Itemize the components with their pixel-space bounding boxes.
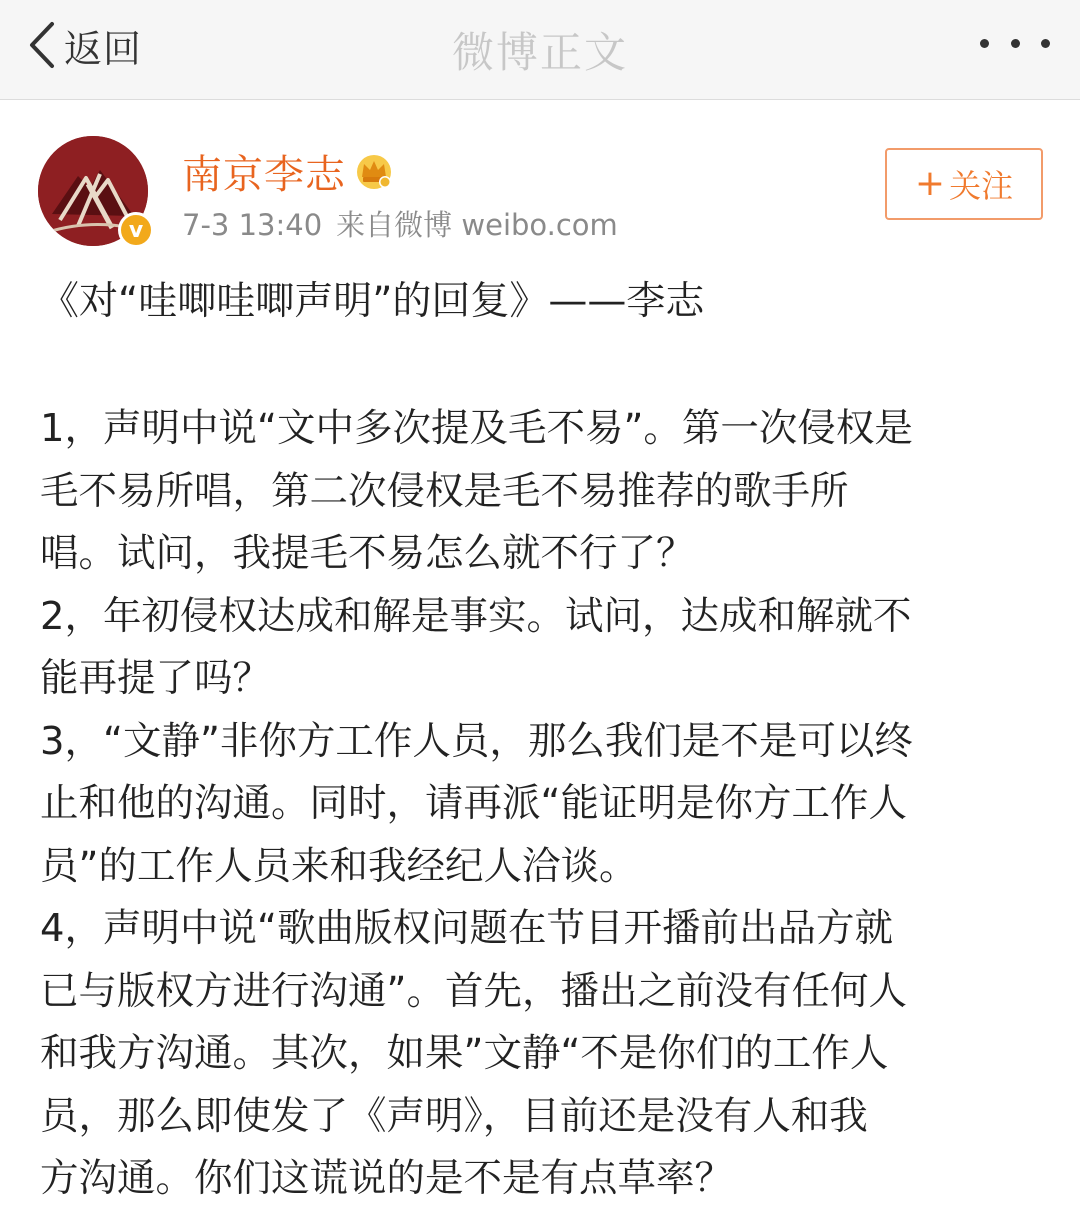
dot bbox=[1011, 39, 1020, 48]
crown-icon[interactable] bbox=[354, 151, 394, 191]
back-label: 返回 bbox=[64, 26, 143, 71]
post-line: 员”的工作人员来和我经纪人洽谈。 bbox=[40, 843, 638, 889]
post-line: 3，“文静”非你方工作人员，那么我们是不是可以终 bbox=[40, 718, 913, 764]
follow-label: 关注 bbox=[949, 167, 1014, 205]
follow-button[interactable] bbox=[885, 148, 1043, 220]
post-line: 方沟通。你们这谎说的是不是有点草率？ bbox=[40, 1156, 734, 1201]
post-source: 来自微博 weibo.com bbox=[336, 208, 618, 242]
post-line: 止和他的沟通。同时，请再派“能证明是你方工作人 bbox=[40, 781, 907, 826]
author-row bbox=[182, 146, 394, 196]
page-title: 微博正文 bbox=[451, 28, 628, 77]
dot bbox=[1041, 39, 1050, 48]
author-name[interactable]: 南京李志 bbox=[182, 151, 346, 198]
post-line: 4，声明中说“歌曲版权问题在节目开播前出品方就 bbox=[40, 906, 893, 951]
post-line: 2，年初侵权达成和解是事实。试问，达成和解就不 bbox=[40, 593, 912, 639]
post-line: 唱。试问，我提毛不易怎么就不行了？ bbox=[40, 531, 695, 576]
more-dots-icon[interactable] bbox=[980, 28, 1050, 58]
post-title: 《对“哇唧哇唧声明”的回复》——李志 bbox=[40, 279, 705, 324]
author-avatar-container bbox=[38, 136, 148, 246]
top-nav-bar bbox=[0, 0, 1080, 100]
post-meta bbox=[182, 203, 618, 244]
plus-icon: + bbox=[914, 163, 946, 204]
post-body bbox=[40, 398, 1050, 1211]
post-line: 能再提了吗？ bbox=[40, 656, 272, 701]
post-line: 已与版权方进行沟通”。首先，播出之前没有任何人 bbox=[40, 968, 907, 1014]
post-line: 1，声明中说“文中多次提及毛不易”。第一次侵权是 bbox=[40, 406, 913, 451]
verified-badge-icon: v bbox=[118, 212, 154, 248]
post-timestamp: 7-3 13:40 bbox=[182, 208, 323, 242]
dot bbox=[980, 39, 989, 48]
post-line: 员，那么即使发了《声明》，目前还是没有人和我 bbox=[40, 1093, 868, 1139]
post-line: 毛不易所唱，第二次侵权是毛不易推荐的歌手所 bbox=[40, 468, 849, 514]
post-line: 和我方沟通。其次，如果”文静“不是你们的工作人 bbox=[40, 1031, 889, 1076]
